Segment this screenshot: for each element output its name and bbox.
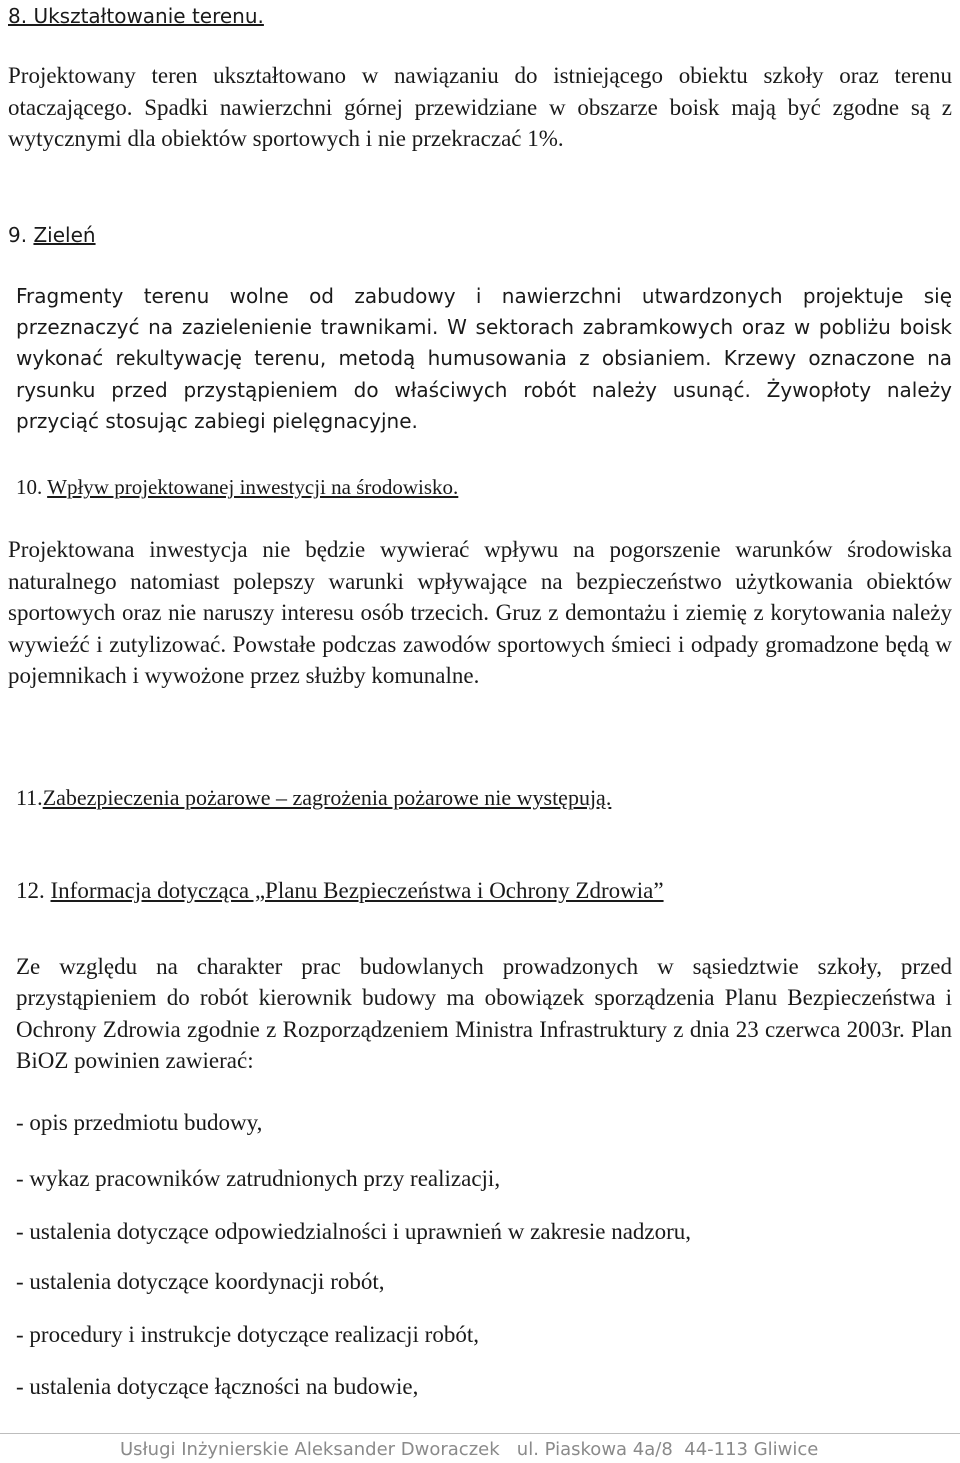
section-8-heading: [8, 1, 952, 31]
section-12-paragraph: Ze względu na charakter prac budowlanych prowadzonych w sąsiedztwie szkoły, przed przystąpieniem do robót kierownik budowy ma obowiązek sporządzenia Planu Bezpieczeństwa i Ochrony Zdrowia zgodnie z Rozporządzeniem Ministra Infrastruktury z dnia 23 czerwca 2003r. Plan BiOZ powinien zawierać:: [16, 954, 952, 1074]
bioz-list-item: - ustalenia dotyczące koordynacji robót,: [16, 1269, 385, 1294]
section-9-title: Zieleń: [33, 223, 96, 247]
section-12-heading: [16, 876, 960, 906]
section-11-title: Zabezpieczenia pożarowe – zagrożenia pożarowe nie występują.: [42, 785, 612, 810]
section-12-number: 12.: [16, 878, 45, 903]
bioz-list-item: - ustalenia dotyczące odpowiedzialności i uprawnień w zakresie nadzoru,: [16, 1219, 692, 1244]
footer-address: Usługi Inżynierskie Aleksander Dworaczek ul. Piaskowa 4a/8 44-113 Gliwice: [120, 1439, 819, 1460]
section-11-heading: [16, 783, 960, 813]
bioz-list-item: - opis przedmiotu budowy,: [16, 1110, 263, 1135]
footer-divider: [0, 1433, 960, 1434]
bioz-list-item: - wykaz pracowników zatrudnionych przy realizacji,: [16, 1166, 501, 1191]
section-9-heading: [8, 220, 952, 250]
section-9-paragraph: Fragmenty terenu wolne od zabudowy i nawierzchni utwardzonych projektuje się przeznaczyć na zazielenienie trawnikami. W sektorach zabramkowych oraz w pobliżu boisk wykonać rekultywację terenu, metodą humusowania z obsianiem. Krzewy oznaczone na rysunku przed przystąpieniem do właściwych robót należy usunąć. Żywopłoty należy przyciąć stosując zabiegi pielęgnacyjne.: [16, 284, 952, 433]
bioz-list-item: - procedury i instrukcje dotyczące realizacji robót,: [16, 1322, 479, 1347]
section-10-heading: [16, 472, 960, 502]
section-8-paragraph: Projektowany teren ukształtowano w nawiązaniu do istniejącego obiektu szkoły oraz terenu otaczającego. Spadki nawierzchni górnej przewidziane w obszarze boisk mają być zgodne są z wytycznymi dla obiektów sportowych i nie przekraczać 1%.: [8, 63, 952, 151]
bioz-list-item: - ustalenia dotyczące łączności na budowie,: [16, 1374, 419, 1399]
section-10-number: 10.: [16, 475, 43, 499]
section-8-heading-text: 8. Ukształtowanie terenu.: [8, 4, 264, 28]
section-9-number: 9.: [8, 223, 28, 247]
section-10-paragraph: Projektowana inwestycja nie będzie wywierać wpływu na pogorszenie warunków środowiska naturalnego natomiast polepszy warunki wpływające na bezpieczeństwo użytkowania obiektów sportowych oraz nie naruszy interesu osób trzecich. Gruz z demontażu i ziemię z korytowania należy wywieźć i zutylizować. Powstałe podczas zawodów sportowych śmieci i odpady gromadzone będą w pojemnikach i wywożone przez służby komunalne.: [8, 537, 952, 689]
section-12-title: Informacja dotycząca „Planu Bezpieczeństwa i Ochrony Zdrowia”: [50, 878, 664, 903]
section-10-title: Wpływ projektowanej inwestycji na środowisko.: [47, 475, 459, 499]
section-11-number: 11.: [16, 785, 43, 810]
